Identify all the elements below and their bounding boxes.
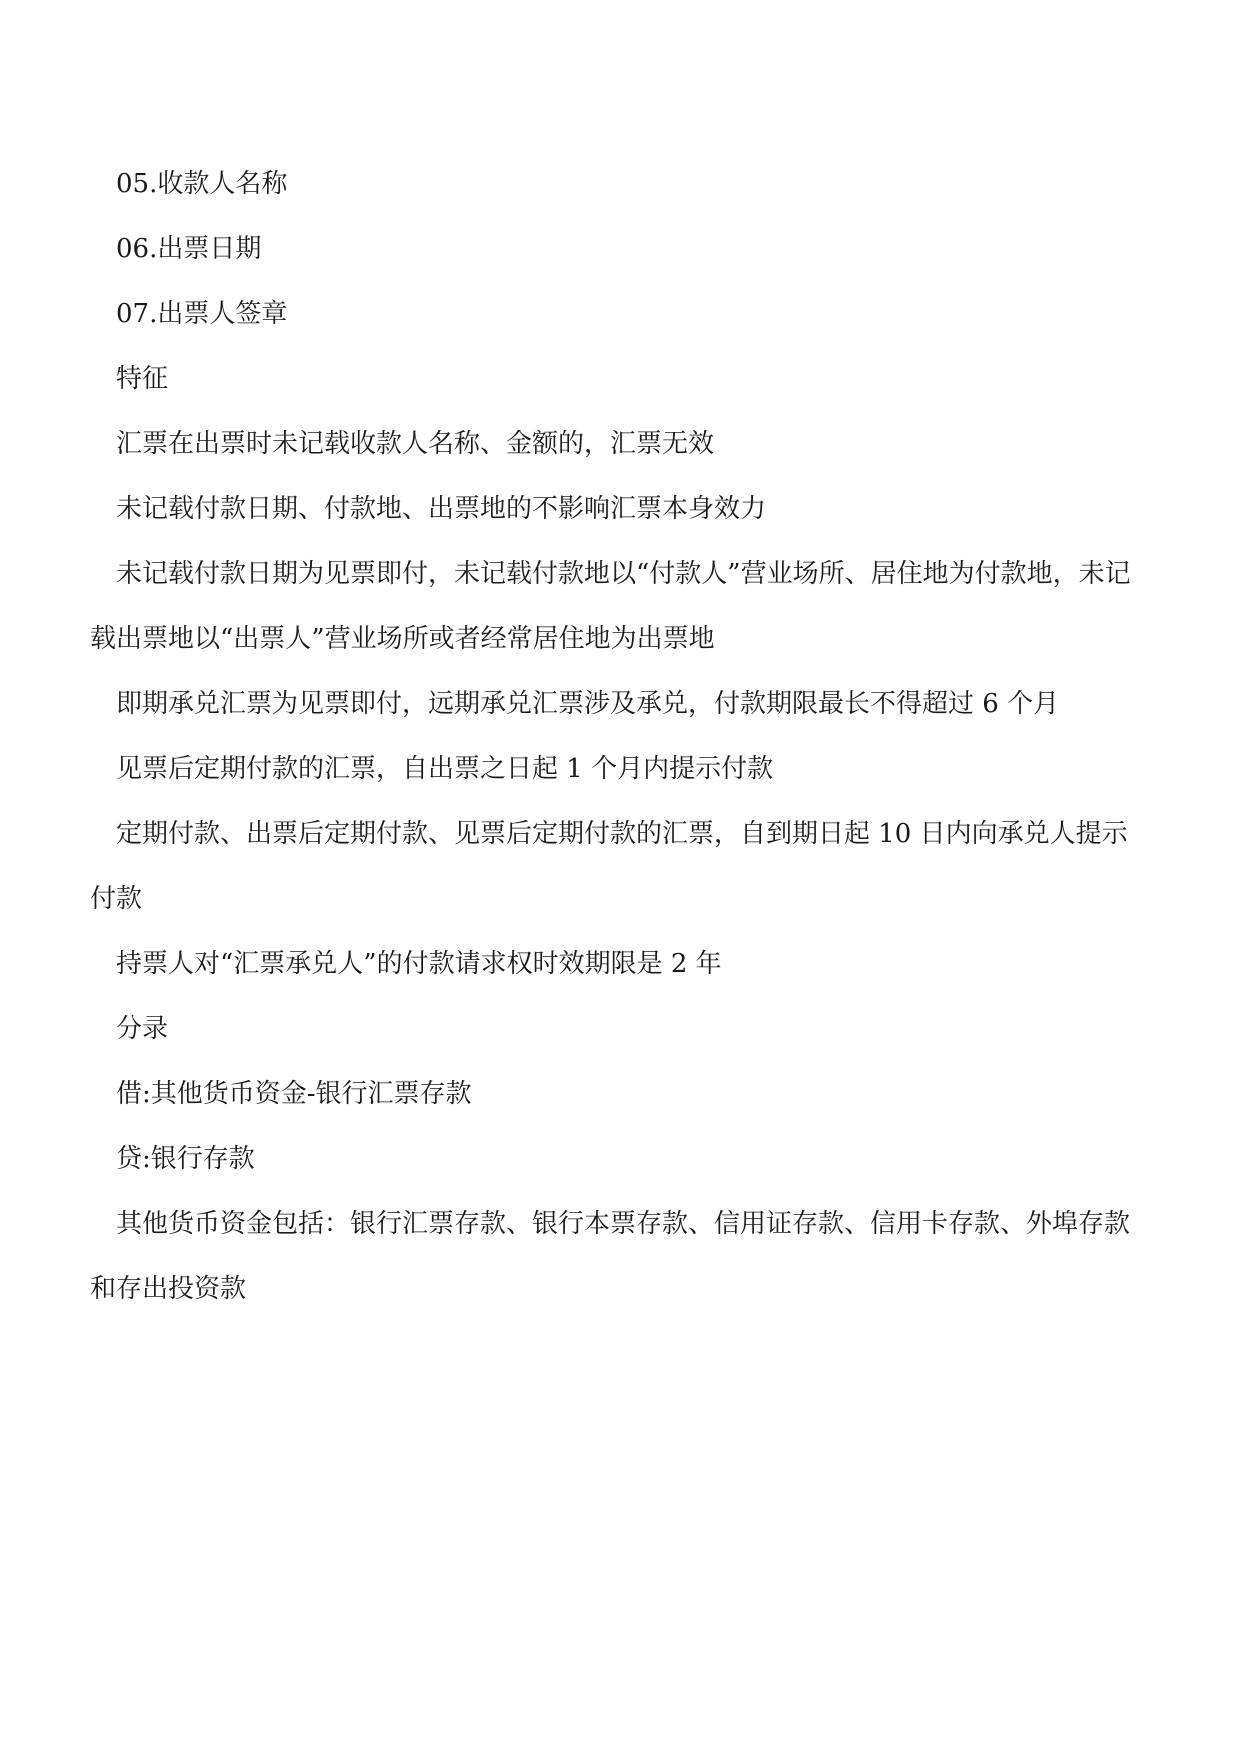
paragraph-other-monetary-funds: 其他货币资金包括：银行汇票存款、银行本票存款、信用证存款、信用卡存款、外埠存款和存出投资款 bbox=[90, 1209, 1131, 1304]
section-heading-features: 特征 bbox=[116, 364, 169, 394]
paragraph-acceptance-term: 即期承兑汇票为见票即付，远期承兑汇票涉及承兑，付款期限最长不得超过 6 个月 bbox=[116, 689, 1060, 719]
paragraph-invalid-draft: 汇票在出票时未记载收款人名称、金额的，汇票无效 bbox=[116, 429, 715, 459]
section-heading-entries: 分录 bbox=[116, 1014, 169, 1044]
entry-debit: 借:其他货币资金-银行汇票存款 bbox=[116, 1079, 472, 1109]
list-item-payee-name: 05.收款人名称 bbox=[116, 169, 288, 199]
paragraph-fixed-term-presentation: 定期付款、出票后定期付款、见票后定期付款的汇票，自到期日起 10 日内向承兑人提示付款 bbox=[90, 819, 1128, 914]
list-item-issue-date: 06.出票日期 bbox=[116, 234, 262, 264]
paragraph-default-rules: 未记载付款日期为见票即付，未记载付款地以“付款人”营业场所、居住地为付款地，未记载出票地以“出票人”营业场所或者经常居住地为出票地 bbox=[90, 559, 1131, 654]
paragraph-limitation-period: 持票人对“汇票承兑人”的付款请求权时效期限是 2 年 bbox=[116, 949, 722, 979]
document-body bbox=[90, 152, 1150, 1322]
list-item-drawer-signature: 07.出票人签章 bbox=[116, 299, 288, 329]
entry-credit: 贷:银行存款 bbox=[116, 1144, 255, 1174]
paragraph-sight-presentation: 见票后定期付款的汇票，自出票之日起 1 个月内提示付款 bbox=[116, 754, 774, 784]
paragraph-validity: 未记载付款日期、付款地、出票地的不影响汇票本身效力 bbox=[116, 494, 767, 524]
